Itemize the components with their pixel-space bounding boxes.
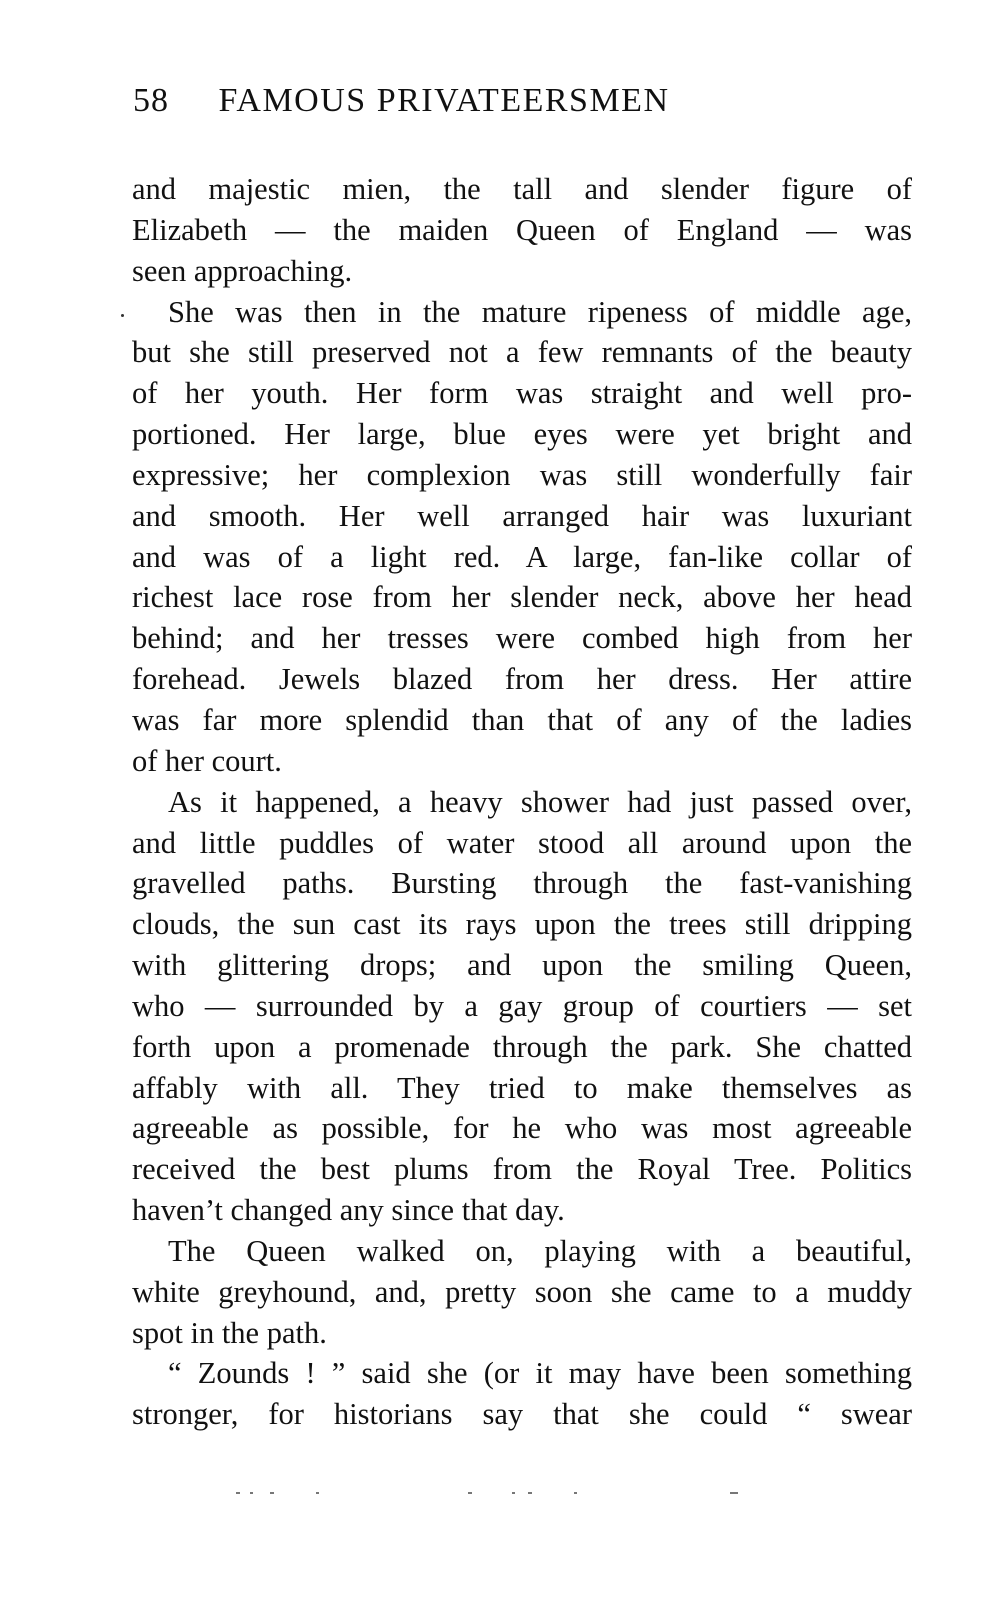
bottom-print-marks [236, 1492, 746, 1498]
text-line: agreeable as possible, for he who was most agreeable [132, 1111, 912, 1146]
text-line: stronger, for historians say that she could “ swear [132, 1397, 912, 1432]
print-mark [250, 1492, 253, 1494]
text-line: behind; and her tresses were combed high from her [132, 621, 912, 656]
text-line: “ Zounds ! ” said she (or it may have been something [168, 1356, 912, 1391]
text-line: She was then in the mature ripeness of middle age, [168, 294, 912, 329]
text-line: with glittering drops; and upon the smiling Queen, [132, 948, 912, 983]
text-line: affably with all. They tried to make themselves as [132, 1070, 912, 1105]
page-number: 58 [133, 82, 169, 119]
print-mark [528, 1492, 532, 1494]
text-line: clouds, the sun cast its rays upon the trees still dripping [132, 907, 912, 942]
text-line: gravelled paths. Bursting through the fast-vanishing [132, 866, 912, 901]
print-mark [512, 1492, 515, 1494]
text-line: As it happened, a heavy shower had just passed over, [168, 784, 912, 819]
text-line: haven’t changed any since that day. [132, 1193, 565, 1228]
print-mark [574, 1492, 577, 1494]
print-mark [236, 1492, 240, 1494]
text-line: white greyhound, and, pretty soon she came to a muddy [132, 1274, 912, 1309]
print-mark [270, 1492, 274, 1494]
text-line: received the best plums from the Royal Tree. Politics [132, 1152, 912, 1187]
print-mark [730, 1492, 738, 1494]
text-line: and majestic mien, the tall and slender figure of [132, 172, 912, 206]
text-line: was far more splendid than that of any of the ladies [132, 702, 912, 737]
text-line: forth upon a promenade through the park. She chatted [132, 1029, 912, 1064]
stray-print-mark [121, 314, 124, 317]
text-line: The Queen walked on, playing with a beautiful, [168, 1233, 912, 1268]
text-line: of her court. [132, 743, 282, 778]
text-line: and little puddles of water stood all around upon the [132, 825, 912, 860]
text-line: of her youth. Her form was straight and well pro- [132, 376, 912, 411]
text-line: expressive; her complexion was still wonderfully fair [132, 457, 912, 492]
page-header [133, 82, 913, 132]
print-mark [468, 1492, 472, 1494]
text-line: richest lace rose from her slender neck, above her head [132, 580, 912, 615]
text-line: and smooth. Her well arranged hair was luxuriant [132, 498, 912, 533]
text-line: spot in the path. [132, 1315, 327, 1350]
running-title: FAMOUS PRIVATEERSMEN [218, 82, 670, 119]
text-line: Elizabeth — the maiden Queen of England — was [132, 212, 912, 247]
text-line: but she still preserved not a few remnants of the beauty [132, 335, 912, 370]
body-text [132, 169, 912, 1435]
print-mark [316, 1492, 319, 1494]
text-line: portioned. Her large, blue eyes were yet bright and [132, 417, 912, 452]
text-line: who — surrounded by a gay group of courtiers — set [132, 988, 912, 1023]
text-line: seen approaching. [132, 253, 353, 288]
text-line: and was of a light red. A large, fan-like collar of [132, 539, 912, 574]
text-line: forehead. Jewels blazed from her dress. Her attire [132, 662, 912, 697]
